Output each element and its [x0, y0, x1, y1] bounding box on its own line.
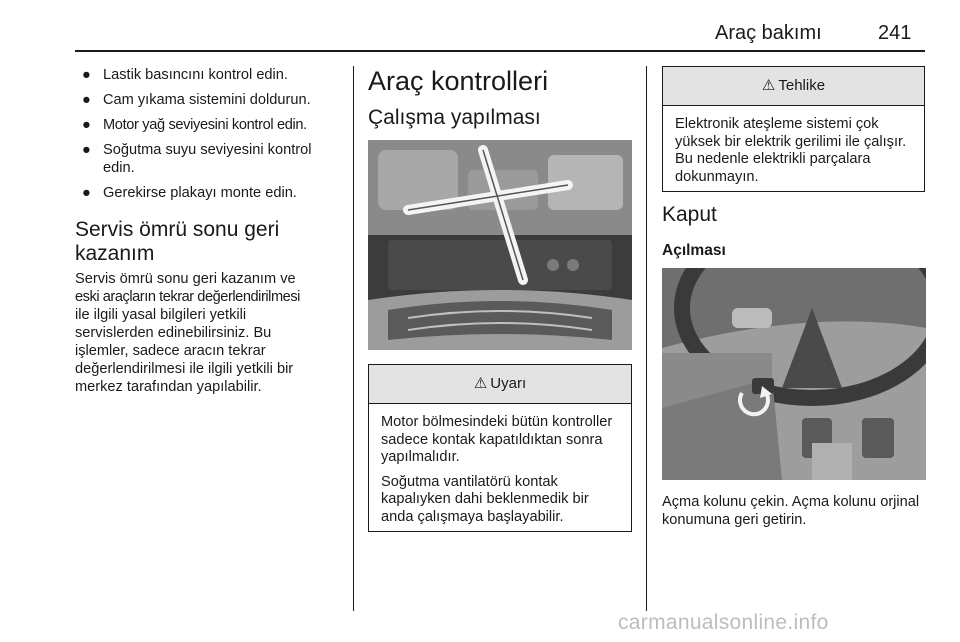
warning-label: Uyarı	[490, 375, 527, 392]
danger-box	[662, 66, 925, 192]
danger-text: Elektronik ateşleme sistemi çok yüksek bir elektrik gerilimi ile çalışır. Bu nedenle elektrikli parçalara dokunmayın.	[675, 116, 907, 185]
section-heading-recycling: Servis ömrü sonu geri kazanım	[75, 218, 280, 265]
text-line: eski araçların tekrar değerlendirilmesi	[75, 289, 300, 305]
section-heading-hood: Kaput	[662, 203, 717, 226]
warning-header	[369, 365, 631, 404]
list-item: ● Lastik basıncını kontrol edin.	[82, 67, 288, 83]
recycling-paragraph	[75, 270, 350, 396]
bullet-icon: ●	[82, 117, 91, 133]
hood-instruction: Açma kolunu çekin. Açma kolunu orjinal konumuna geri getirin.	[662, 494, 920, 528]
text-line: değerlendirilmesi ile ilgili yetkili bir	[75, 361, 294, 377]
bullet-icon: ●	[82, 67, 91, 83]
warning-body	[369, 404, 631, 526]
list-item: ● Cam yıkama sistemini doldurun.	[82, 92, 311, 108]
subsection-heading: Çalışma yapılması	[368, 106, 541, 129]
list-item: ● Soğutma suyu seviyesini kontrol edin.	[82, 142, 312, 176]
warning-text: Soğutma vantilatörü kontak kapalıyken dahi beklenmedik bir anda çalışmaya başlayabilir.	[381, 473, 589, 525]
column-divider-2	[646, 66, 647, 611]
list-item: ● Motor yağ seviyesini kontrol edin.	[82, 117, 307, 133]
danger-triangle-icon: ⚠	[761, 77, 776, 94]
text-line: ile ilgili yasal bilgileri yetkili	[75, 307, 247, 323]
danger-body	[663, 106, 924, 186]
text-line: işlemler, sadece aracın tekrar	[75, 343, 266, 359]
page-number: 241	[878, 22, 912, 44]
danger-header	[663, 67, 924, 106]
warning-triangle-icon: ⚠	[473, 375, 488, 392]
text-line: merkez tarafından yapılabilir.	[75, 379, 262, 395]
text-line: Servis ömrü sonu geri kazanım ve	[75, 271, 296, 287]
column-divider-1	[353, 66, 354, 611]
checklist	[75, 66, 345, 209]
bullet-icon: ●	[82, 142, 91, 158]
warning-text: Motor bölmesindeki bütün kontroller sadece kontak kapatıldıktan sonra yapılmalıdır.	[381, 414, 613, 465]
danger-label: Tehlike	[778, 77, 826, 94]
running-header-title: Araç bakımı	[715, 22, 822, 44]
subsection-heading-opening: Açılması	[662, 242, 726, 259]
warning-box	[368, 364, 632, 532]
page-title: Araç kontrolleri	[368, 66, 549, 96]
bullet-icon: ●	[82, 185, 91, 201]
list-item: ● Gerekirse plakayı monte edin.	[82, 185, 297, 201]
engine-bay-photo	[368, 140, 632, 350]
watermark: carmanualsonline.info	[618, 611, 829, 634]
hood-release-photo	[662, 268, 926, 480]
header-divider	[75, 50, 925, 52]
text-line: servislerden edinebilirsiniz. Bu	[75, 325, 272, 341]
bullet-icon: ●	[82, 92, 91, 108]
